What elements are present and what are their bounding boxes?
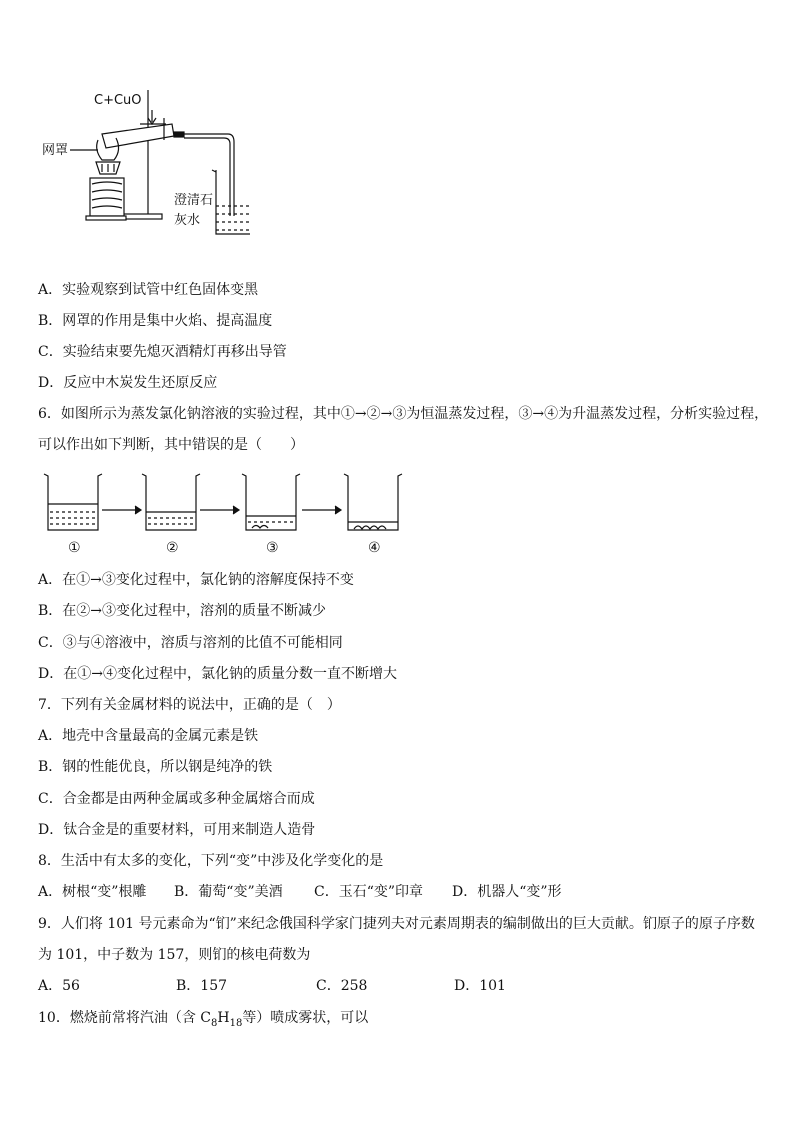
q8-option-d: D．机器人“变”形 — [452, 884, 562, 900]
beaker-2 — [142, 474, 200, 530]
q8-option-c: C．玉石“变”印章 — [314, 884, 424, 900]
q5-option-c: C．实验结束要先熄灭酒精灯再移出导管 — [38, 344, 287, 360]
q7-option-b: B．钢的性能优良，所以钢是纯净的铁 — [38, 759, 273, 775]
beaker-label-1: ① — [68, 540, 81, 556]
q6-option-a: A．在①→③变化过程中，氯化钠的溶解度保持不变 — [38, 572, 354, 588]
beaker-label-2: ② — [166, 540, 179, 556]
q10-sub-carbon: 8 — [210, 1017, 218, 1029]
q7-option-a: A．地壳中含量最高的金属元素是铁 — [38, 728, 259, 744]
q7-stem: 7．下列有关金属材料的说法中，正确的是（ ） — [38, 697, 341, 713]
q10-sub-hydrogen: 18 — [229, 1017, 243, 1029]
q9-stem-line2: 为 101，中子数为 157，则钔的核电荷数为 — [38, 947, 311, 963]
q10-stem-mid: H — [217, 1010, 230, 1026]
q8-stem: 8．生活中有太多的变化，下列“变”中涉及化学变化的是 — [38, 853, 384, 869]
q5-option-d: D．反应中木炭发生还原反应 — [38, 375, 218, 391]
limewater-label-1: 澄清石 — [174, 193, 214, 208]
q9-stem-line1: 9．人们将 101 号元素命为“钔”来纪念俄国科学家门捷列夫对元素周期表的编制做出的巨大贡献。钔原子的原子序数 — [38, 916, 755, 932]
q6-option-b: B．在②→③变化过程中，溶剂的质量不断减少 — [38, 603, 327, 619]
q6-option-d: D．在①→④变化过程中，氯化钠的质量分数一直不断增大 — [38, 666, 397, 682]
q8-options — [38, 882, 774, 902]
q7-option-d: D．钛合金是的重要材料，可用来制造人造骨 — [38, 822, 316, 838]
beaker-3 — [242, 474, 300, 530]
q6-stem-line1: 6．如图所示为蒸发氯化钠溶液的实验过程，其中①→②→③为恒温蒸发过程，③→④为升温蒸发过程，分析实验过程， — [38, 406, 769, 422]
q7-option-c: C．合金都是由两种金属或多种金属熔合而成 — [38, 791, 315, 807]
net-label: 网罩 — [42, 143, 69, 158]
q10-stem-after: 等）喷成雾状，可以 — [242, 1010, 369, 1026]
q8-option-b: B．葡萄“变”美酒 — [174, 884, 283, 900]
q6-stem-line2: 可以作出如下判断，其中错误的是（ ） — [38, 437, 304, 453]
q9-option-d: D．101 — [454, 978, 506, 994]
q10-stem — [38, 1008, 774, 1034]
evaporation-beakers-figure — [40, 468, 410, 560]
q6-option-c: C．③与④溶液中，溶质与溶剂的比值不可能相同 — [38, 635, 343, 651]
q10-stem-before: 10．燃烧前常将汽油（含 C — [38, 1010, 211, 1026]
q9-option-b: B．157 — [176, 978, 228, 994]
limewater-label-2: 灰水 — [174, 213, 201, 228]
reagent-label: C+CuO — [94, 93, 142, 108]
q9-options — [38, 976, 774, 996]
q9-option-c: C．258 — [316, 978, 368, 994]
q8-option-a: A．树根“变”根雕 — [38, 884, 147, 900]
beaker-label-3: ③ — [266, 540, 279, 556]
beaker-label-4: ④ — [368, 540, 381, 556]
carbon-reduction-apparatus — [40, 88, 250, 238]
q5-option-b: B．网罩的作用是集中火焰、提高温度 — [38, 313, 273, 329]
beaker-4 — [344, 474, 402, 530]
beaker-1 — [44, 474, 102, 530]
q5-option-a: A．实验观察到试管中红色固体变黑 — [38, 282, 259, 298]
q9-option-a: A．56 — [38, 978, 80, 994]
